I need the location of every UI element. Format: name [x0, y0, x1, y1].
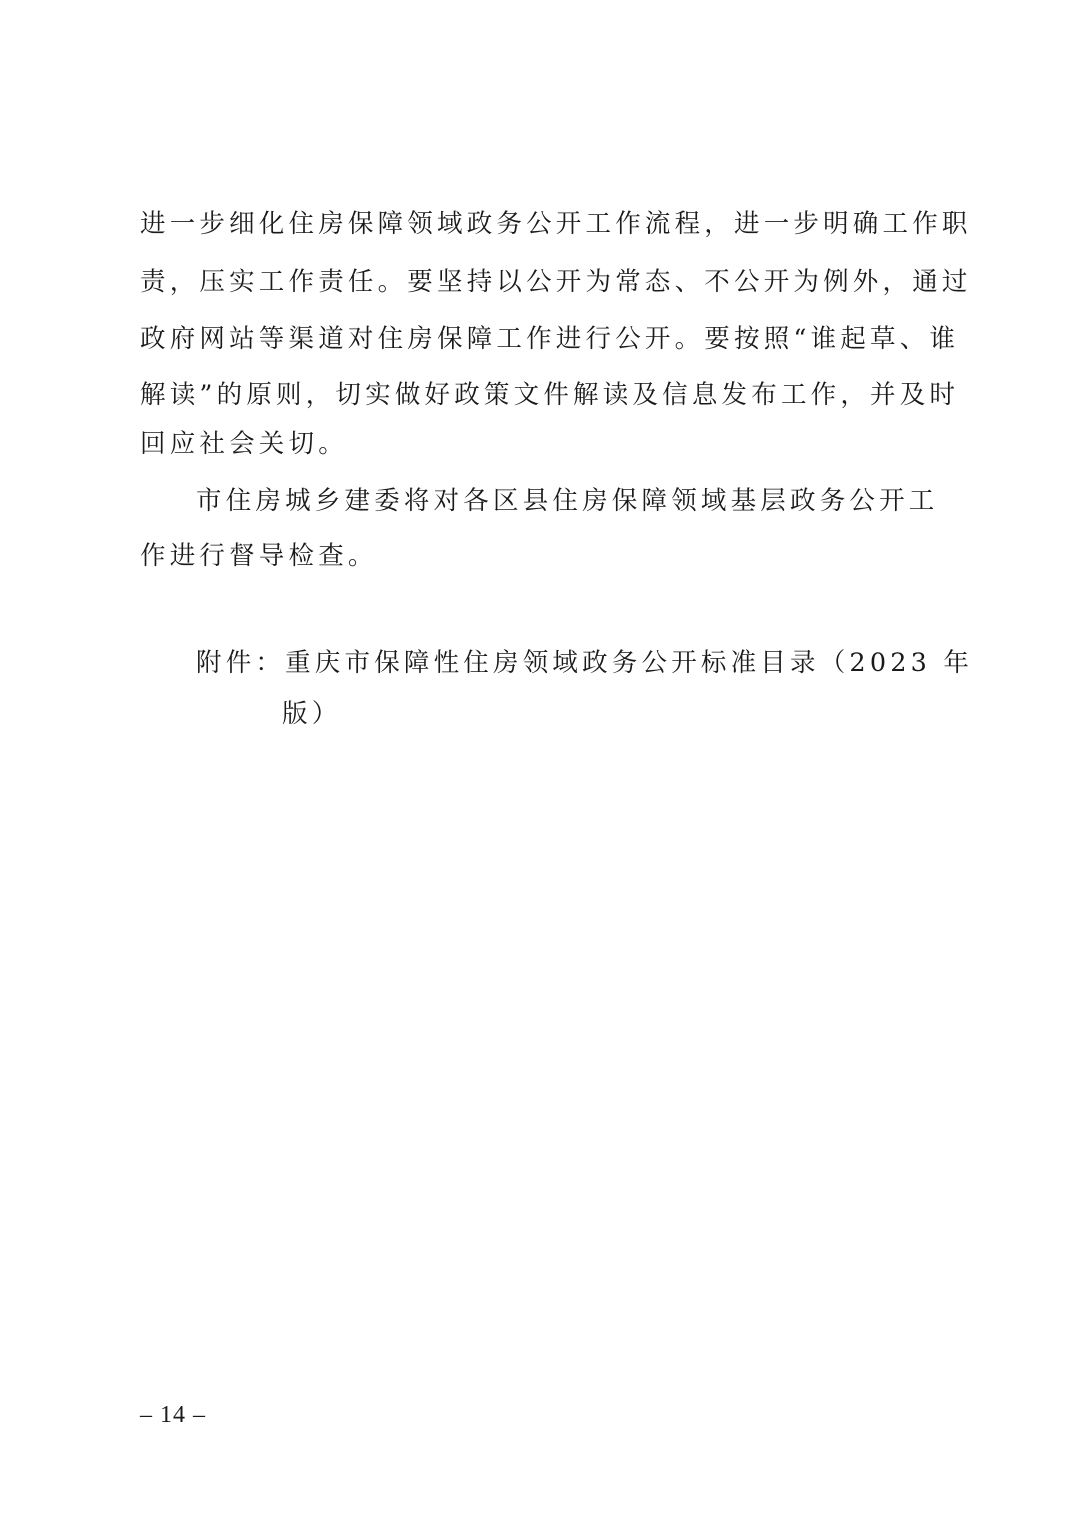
paragraph-1-line-2: 责，压实工作责任。要坚持以公开为常态、不公开为例外，通过: [140, 267, 972, 297]
attachment-line-1: 附件：重庆市保障性住房领域政务公开标准目录（2023 年: [196, 648, 974, 678]
paragraph-2-line-1: 市住房城乡建委将对各区县住房保障领域基层政务公开工: [196, 486, 939, 516]
paragraph-1-line-1: 进一步细化住房保障领域政务公开工作流程，进一步明确工作职: [140, 209, 972, 239]
paragraph-1-line-4: 解读”的原则，切实做好政策文件解读及信息发布工作，并及时: [140, 380, 960, 410]
page-number: – 14 –: [140, 1402, 206, 1428]
paragraph-2-line-2: 作进行督导检查。: [140, 541, 378, 571]
paragraph-1-line-5: 回应社会关切。: [140, 429, 348, 459]
paragraph-1-line-3: 政府网站等渠道对住房保障工作进行公开。要按照“谁起草、谁: [140, 324, 960, 354]
attachment-line-2: 版）: [282, 699, 342, 729]
